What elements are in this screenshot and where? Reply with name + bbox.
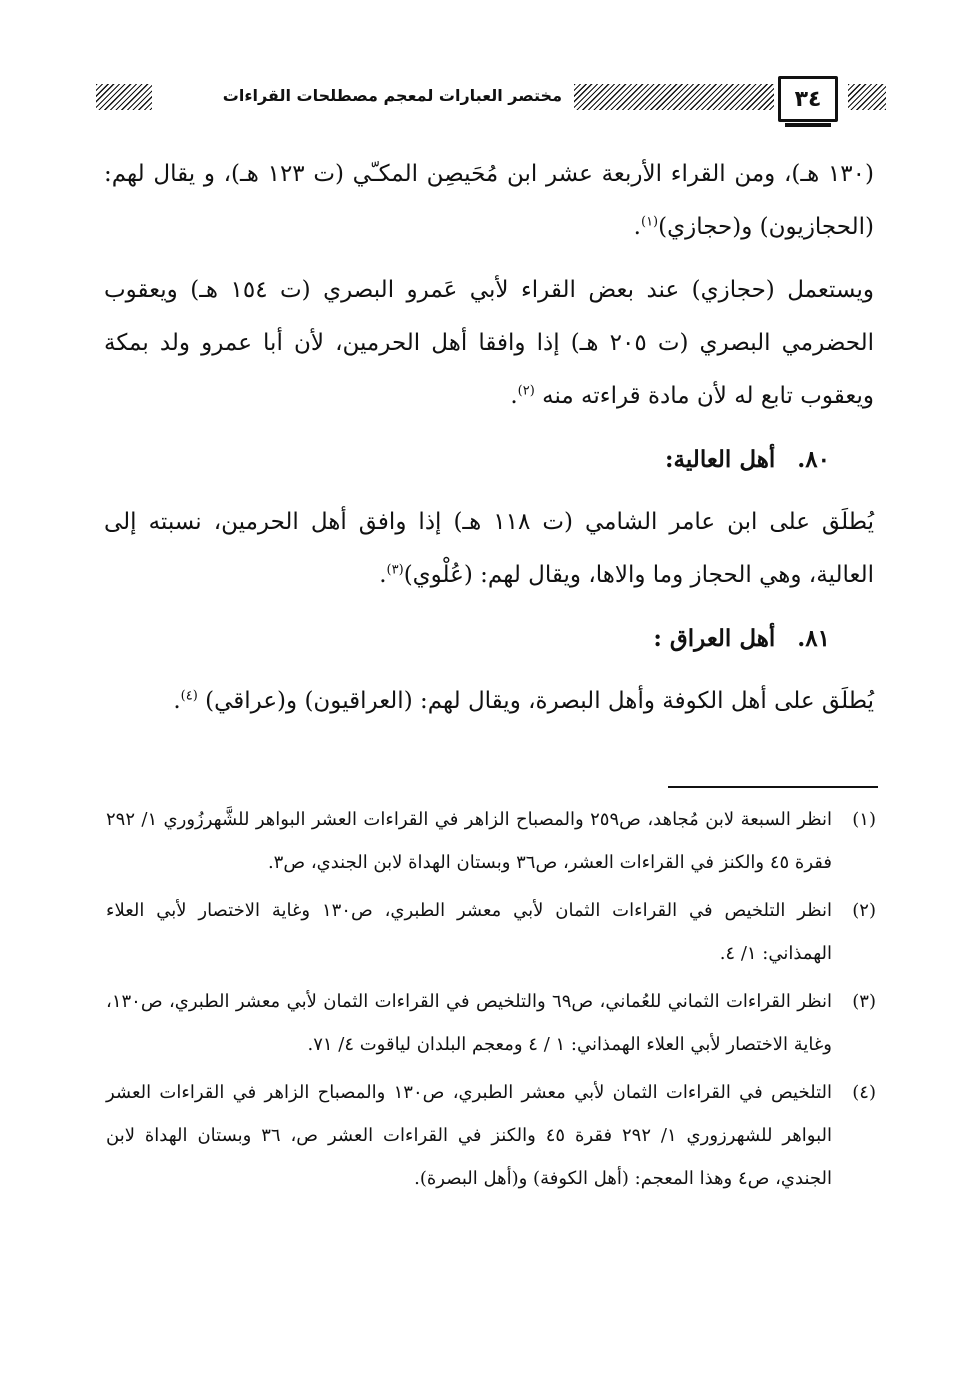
entry-title: أهل العالية: bbox=[665, 446, 776, 473]
page-header bbox=[96, 74, 886, 120]
footnote-text: انظر السبعة لابن مُجاهد، ص٢٥٩ والمصباح الزاهر في القراءات العشر البواهر للشَّهرزُوري ١/ ٢٩٢ فقرة ٤٥ والكنز في القراءات العشر، ص٣٦ وبستان الهداة لابن الجندي، ص٣. bbox=[106, 809, 832, 873]
entry-heading-80 bbox=[104, 433, 874, 486]
period: . bbox=[173, 688, 181, 714]
period: . bbox=[510, 383, 518, 409]
entry-heading-81 bbox=[104, 612, 874, 665]
entry-number: ٨١. bbox=[797, 625, 830, 652]
footnote-ref[interactable]: (٤) bbox=[180, 688, 198, 704]
footnote bbox=[106, 980, 876, 1066]
header-ornament-right bbox=[848, 84, 886, 110]
paragraph-text: يُطلَق على أهل الكوفة وأهل البصرة، ويقال لهم: (العراقيون) و(عراقي) bbox=[205, 688, 874, 714]
page-number: ٣٤ bbox=[778, 76, 838, 122]
paragraph-text: ويستعمل (حجازي) عند بعض القراء لأبي عَمرو البصري (ت ١٥٤ هـ) ويعقوب الحضرمي البصري (ت ٢٠٥ هـ) إذا وافقا أهل الحرمين، لأن أبا عمرو ولد بمكة ويعقوب تابع له لأن مادة قراءته منه bbox=[104, 277, 875, 409]
paragraph bbox=[104, 148, 874, 254]
footnote bbox=[106, 1071, 876, 1200]
footnote bbox=[106, 889, 876, 975]
paragraph bbox=[104, 496, 874, 602]
footnote-number: (٤) bbox=[852, 1082, 876, 1103]
paragraph bbox=[104, 675, 874, 728]
paragraph-text: (١٣٠ هـ)، ومن القراء الأربعة عشر ابن مُحَيصِن المكـّي (ت ١٢٣ هـ)، و يقال لهم: (الحجازيون) و(حجازي) bbox=[104, 161, 874, 240]
header-ornament-middle bbox=[574, 84, 774, 110]
entry-title: أهل العراق : bbox=[653, 625, 776, 652]
footnote-text: التلخيص في القراءات الثمان لأبي معشر الطبري، ص١٣٠ والمصباح الزاهر في القراءات العشر البواهر للشهرزوري ١/ ٢٩٢ فقرة ٤٥ والكنز في القراءات العشر ص، ٣٦ وبستان الهداة لابن الجندي، ص٤ وهذا المعجم: (أهل الكوفة) و(أهل البصرة). bbox=[106, 1082, 832, 1189]
footnote-separator bbox=[668, 786, 878, 788]
footnote-text: انظر القراءات الثماني للعُماني، ص٦٩ والتلخيص في القراءات الثمان لأبي معشر الطبري، ص١٣٠، وغاية الاختصار لأبي العلاء الهمذاني: ١ / ٤ ومعجم البلدان لياقوت ٤/ ٧١. bbox=[106, 991, 832, 1055]
header-ornament-left bbox=[96, 84, 152, 110]
entry-number: ٨٠. bbox=[797, 446, 830, 473]
paragraph-text: يُطلَق على ابن عامر الشامي (ت ١١٨ هـ) إذا وافق أهل الحرمين، نسبته إلى العالية، وهي الحجاز وما والاها، ويقال لهم: (عُلْوي) bbox=[104, 509, 874, 588]
footnote-number: (١) bbox=[852, 809, 876, 830]
footnote-number: (٢) bbox=[852, 900, 876, 921]
footnote-text: انظر التلخيص في القراءات الثمان لأبي معشر الطبري، ص١٣٠ وغاية الاختصار لأبي العلاء الهمذاني: ١/ ٤. bbox=[106, 900, 832, 964]
footnote-ref[interactable]: (٣) bbox=[386, 562, 404, 578]
footnotes bbox=[106, 798, 876, 1205]
period: . bbox=[633, 214, 641, 240]
footnote-ref[interactable]: (٢) bbox=[517, 383, 535, 399]
paragraph bbox=[104, 264, 874, 423]
footnote-number: (٣) bbox=[852, 991, 876, 1012]
period: . bbox=[379, 562, 387, 588]
running-title: مختصر العبارات لمعجم مصطلحات القراءات bbox=[222, 86, 562, 105]
main-text bbox=[104, 148, 874, 728]
footnote bbox=[106, 798, 876, 884]
footnote-ref[interactable]: (١) bbox=[640, 214, 659, 230]
